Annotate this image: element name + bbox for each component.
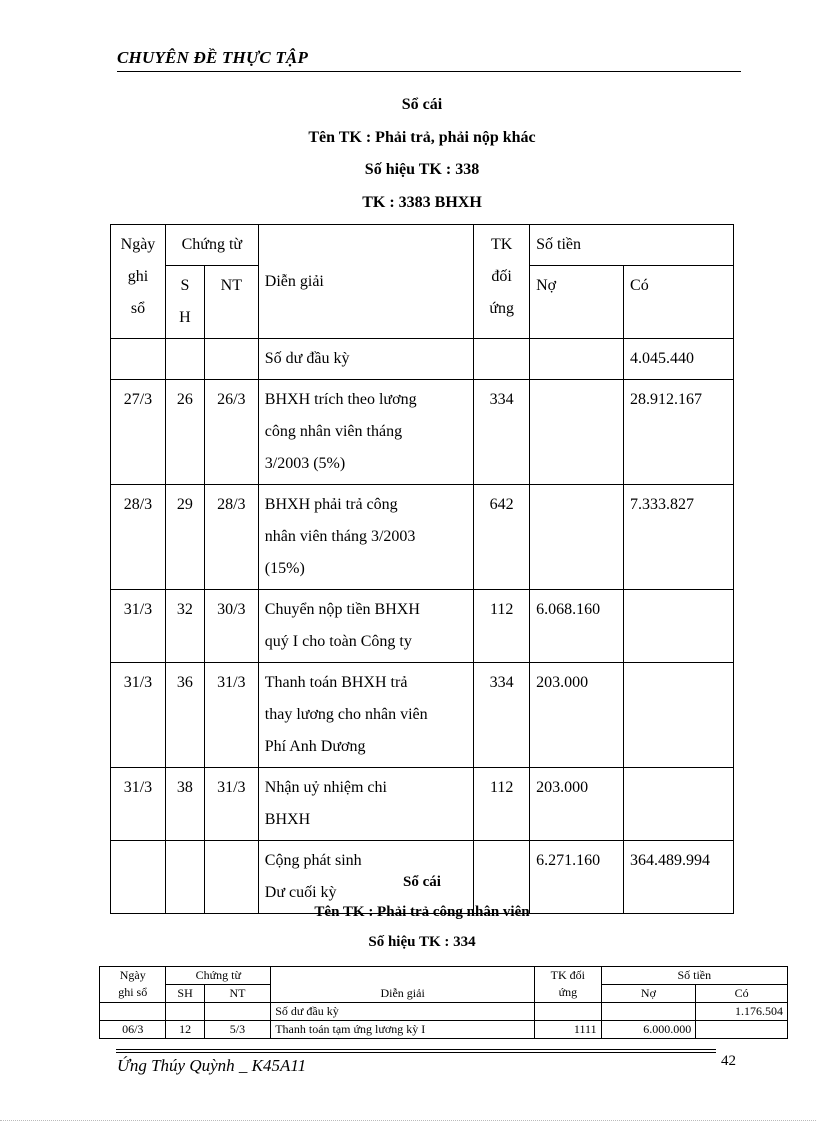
cell-debit: 6.000.000 <box>601 1021 696 1039</box>
header-date: Ngày ghi sổ <box>111 225 166 339</box>
header-credit: Có <box>624 266 734 339</box>
cell-sh: 32 <box>165 590 204 663</box>
header-amount: Số tiền <box>530 225 734 266</box>
header-sh: S H <box>165 266 204 339</box>
cell-credit <box>624 663 734 768</box>
cell-credit: 1.176.504 <box>696 1003 788 1021</box>
cell-tk: 334 <box>474 380 530 485</box>
table-row <box>111 768 734 841</box>
header-rule <box>117 71 741 72</box>
cell-debit <box>530 380 624 485</box>
cell-tk: 112 <box>474 768 530 841</box>
page-edge <box>0 1120 816 1121</box>
footer-rule <box>116 1049 716 1050</box>
cell-nt: 5/3 <box>204 1021 270 1039</box>
cell-sh: 38 <box>165 768 204 841</box>
ledger2-title: Sổ cái <box>403 874 441 890</box>
header-description: Diễn giải <box>271 967 535 1003</box>
cell-tk: 112 <box>474 590 530 663</box>
cell-sh: 36 <box>165 663 204 768</box>
table-row <box>111 380 734 485</box>
table-row <box>111 663 734 768</box>
header-nt: NT <box>204 266 258 339</box>
header-credit: Có <box>696 985 788 1003</box>
cell-date: 31/3 <box>111 590 166 663</box>
cell-credit: 4.045.440 <box>624 339 734 380</box>
cell-tk <box>474 339 530 380</box>
cell-description: Cộng phát sinh Dư cuối kỳ <box>258 841 473 914</box>
cell-description: Thanh toán tạm ứng lương kỳ I <box>271 1021 535 1039</box>
header-voucher: Chứng từ <box>165 225 258 266</box>
cell-nt <box>204 339 258 380</box>
header-date: Ngày ghi sổ <box>100 967 166 1003</box>
ledger2-account-name: Tên TK : Phải trả công nhân viên <box>314 904 530 920</box>
table-row <box>100 1021 788 1039</box>
cell-date: 27/3 <box>111 380 166 485</box>
ledger2-account-no: Số hiệu TK : 334 <box>368 934 476 950</box>
ledger1-account-name: Tên TK : Phải trả, phải nộp khác <box>308 129 536 146</box>
cell-credit: 28.912.167 <box>624 380 734 485</box>
page-number: 42 <box>721 1053 736 1069</box>
table-row <box>100 1003 788 1021</box>
cell-credit: 364.489.994 <box>624 841 734 914</box>
cell-debit <box>530 485 624 590</box>
cell-description: BHXH trích theo lương công nhân viên tháng 3/2003 (5%) <box>258 380 473 485</box>
cell-date: 06/3 <box>100 1021 166 1039</box>
cell-credit <box>696 1021 788 1039</box>
cell-sh: 12 <box>166 1021 204 1039</box>
cell-credit <box>624 590 734 663</box>
cell-sh <box>165 339 204 380</box>
ledger1-table <box>110 224 734 914</box>
cell-date: 28/3 <box>111 485 166 590</box>
cell-debit <box>601 1003 696 1021</box>
cell-nt: 31/3 <box>204 663 258 768</box>
cell-credit <box>624 768 734 841</box>
cell-nt <box>204 1003 270 1021</box>
cell-nt: 30/3 <box>204 590 258 663</box>
header-description: Diễn giải <box>258 225 473 339</box>
table-row <box>111 485 734 590</box>
ledger2-header-row <box>100 967 788 985</box>
ledger1-title: Sổ cái <box>401 96 443 113</box>
document-header-title: CHUYÊN ĐỀ THỰC TẬP <box>117 48 309 67</box>
cell-description: BHXH phải trả công nhân viên tháng 3/2003 (15%) <box>258 485 473 590</box>
cell-debit <box>530 339 624 380</box>
cell-description: Chuyển nộp tiền BHXH quý I cho toàn Công ty <box>258 590 473 663</box>
cell-debit: 203.000 <box>530 768 624 841</box>
table-row <box>111 590 734 663</box>
cell-credit: 7.333.827 <box>624 485 734 590</box>
cell-debit: 6.068.160 <box>530 590 624 663</box>
cell-description: Nhận uỷ nhiệm chi BHXH <box>258 768 473 841</box>
header-amount: Số tiền <box>601 967 787 985</box>
cell-tk <box>535 1003 601 1021</box>
cell-sh: 26 <box>165 380 204 485</box>
cell-nt: 31/3 <box>204 768 258 841</box>
header-sh: SH <box>166 985 204 1003</box>
cell-date: 31/3 <box>111 768 166 841</box>
cell-tk: 642 <box>474 485 530 590</box>
ledger1-header-row <box>111 225 734 266</box>
header-tk: TK đối ứng <box>474 225 530 339</box>
header-debit: Nợ <box>530 266 624 339</box>
cell-debit: 6.271.160 <box>530 841 624 914</box>
cell-sh: 29 <box>165 485 204 590</box>
cell-tk: 1111 <box>535 1021 601 1039</box>
cell-description: Số dư đầu kỳ <box>258 339 473 380</box>
footer-author: Ứng Thúy Quỳnh _ K45A11 <box>117 1056 307 1075</box>
ledger2-table <box>99 966 788 1039</box>
header-tk: TK đối ứng <box>535 967 601 1003</box>
header-voucher: Chứng từ <box>166 967 271 985</box>
header-nt: NT <box>204 985 270 1003</box>
cell-sh <box>166 1003 204 1021</box>
header-debit: Nợ <box>601 985 696 1003</box>
cell-date: 31/3 <box>111 663 166 768</box>
cell-nt: 26/3 <box>204 380 258 485</box>
cell-date <box>100 1003 166 1021</box>
footer-rule <box>116 1052 716 1053</box>
table-row <box>111 339 734 380</box>
cell-description: Số dư đầu kỳ <box>271 1003 535 1021</box>
cell-description: Thanh toán BHXH trả thay lương cho nhân viên Phí Anh Dương <box>258 663 473 768</box>
cell-date <box>111 339 166 380</box>
ledger1-sub-account: TK : 3383 BHXH <box>362 194 482 211</box>
cell-tk: 334 <box>474 663 530 768</box>
cell-nt: 28/3 <box>204 485 258 590</box>
cell-debit: 203.000 <box>530 663 624 768</box>
ledger1-account-no: Số hiệu TK : 338 <box>364 161 480 178</box>
